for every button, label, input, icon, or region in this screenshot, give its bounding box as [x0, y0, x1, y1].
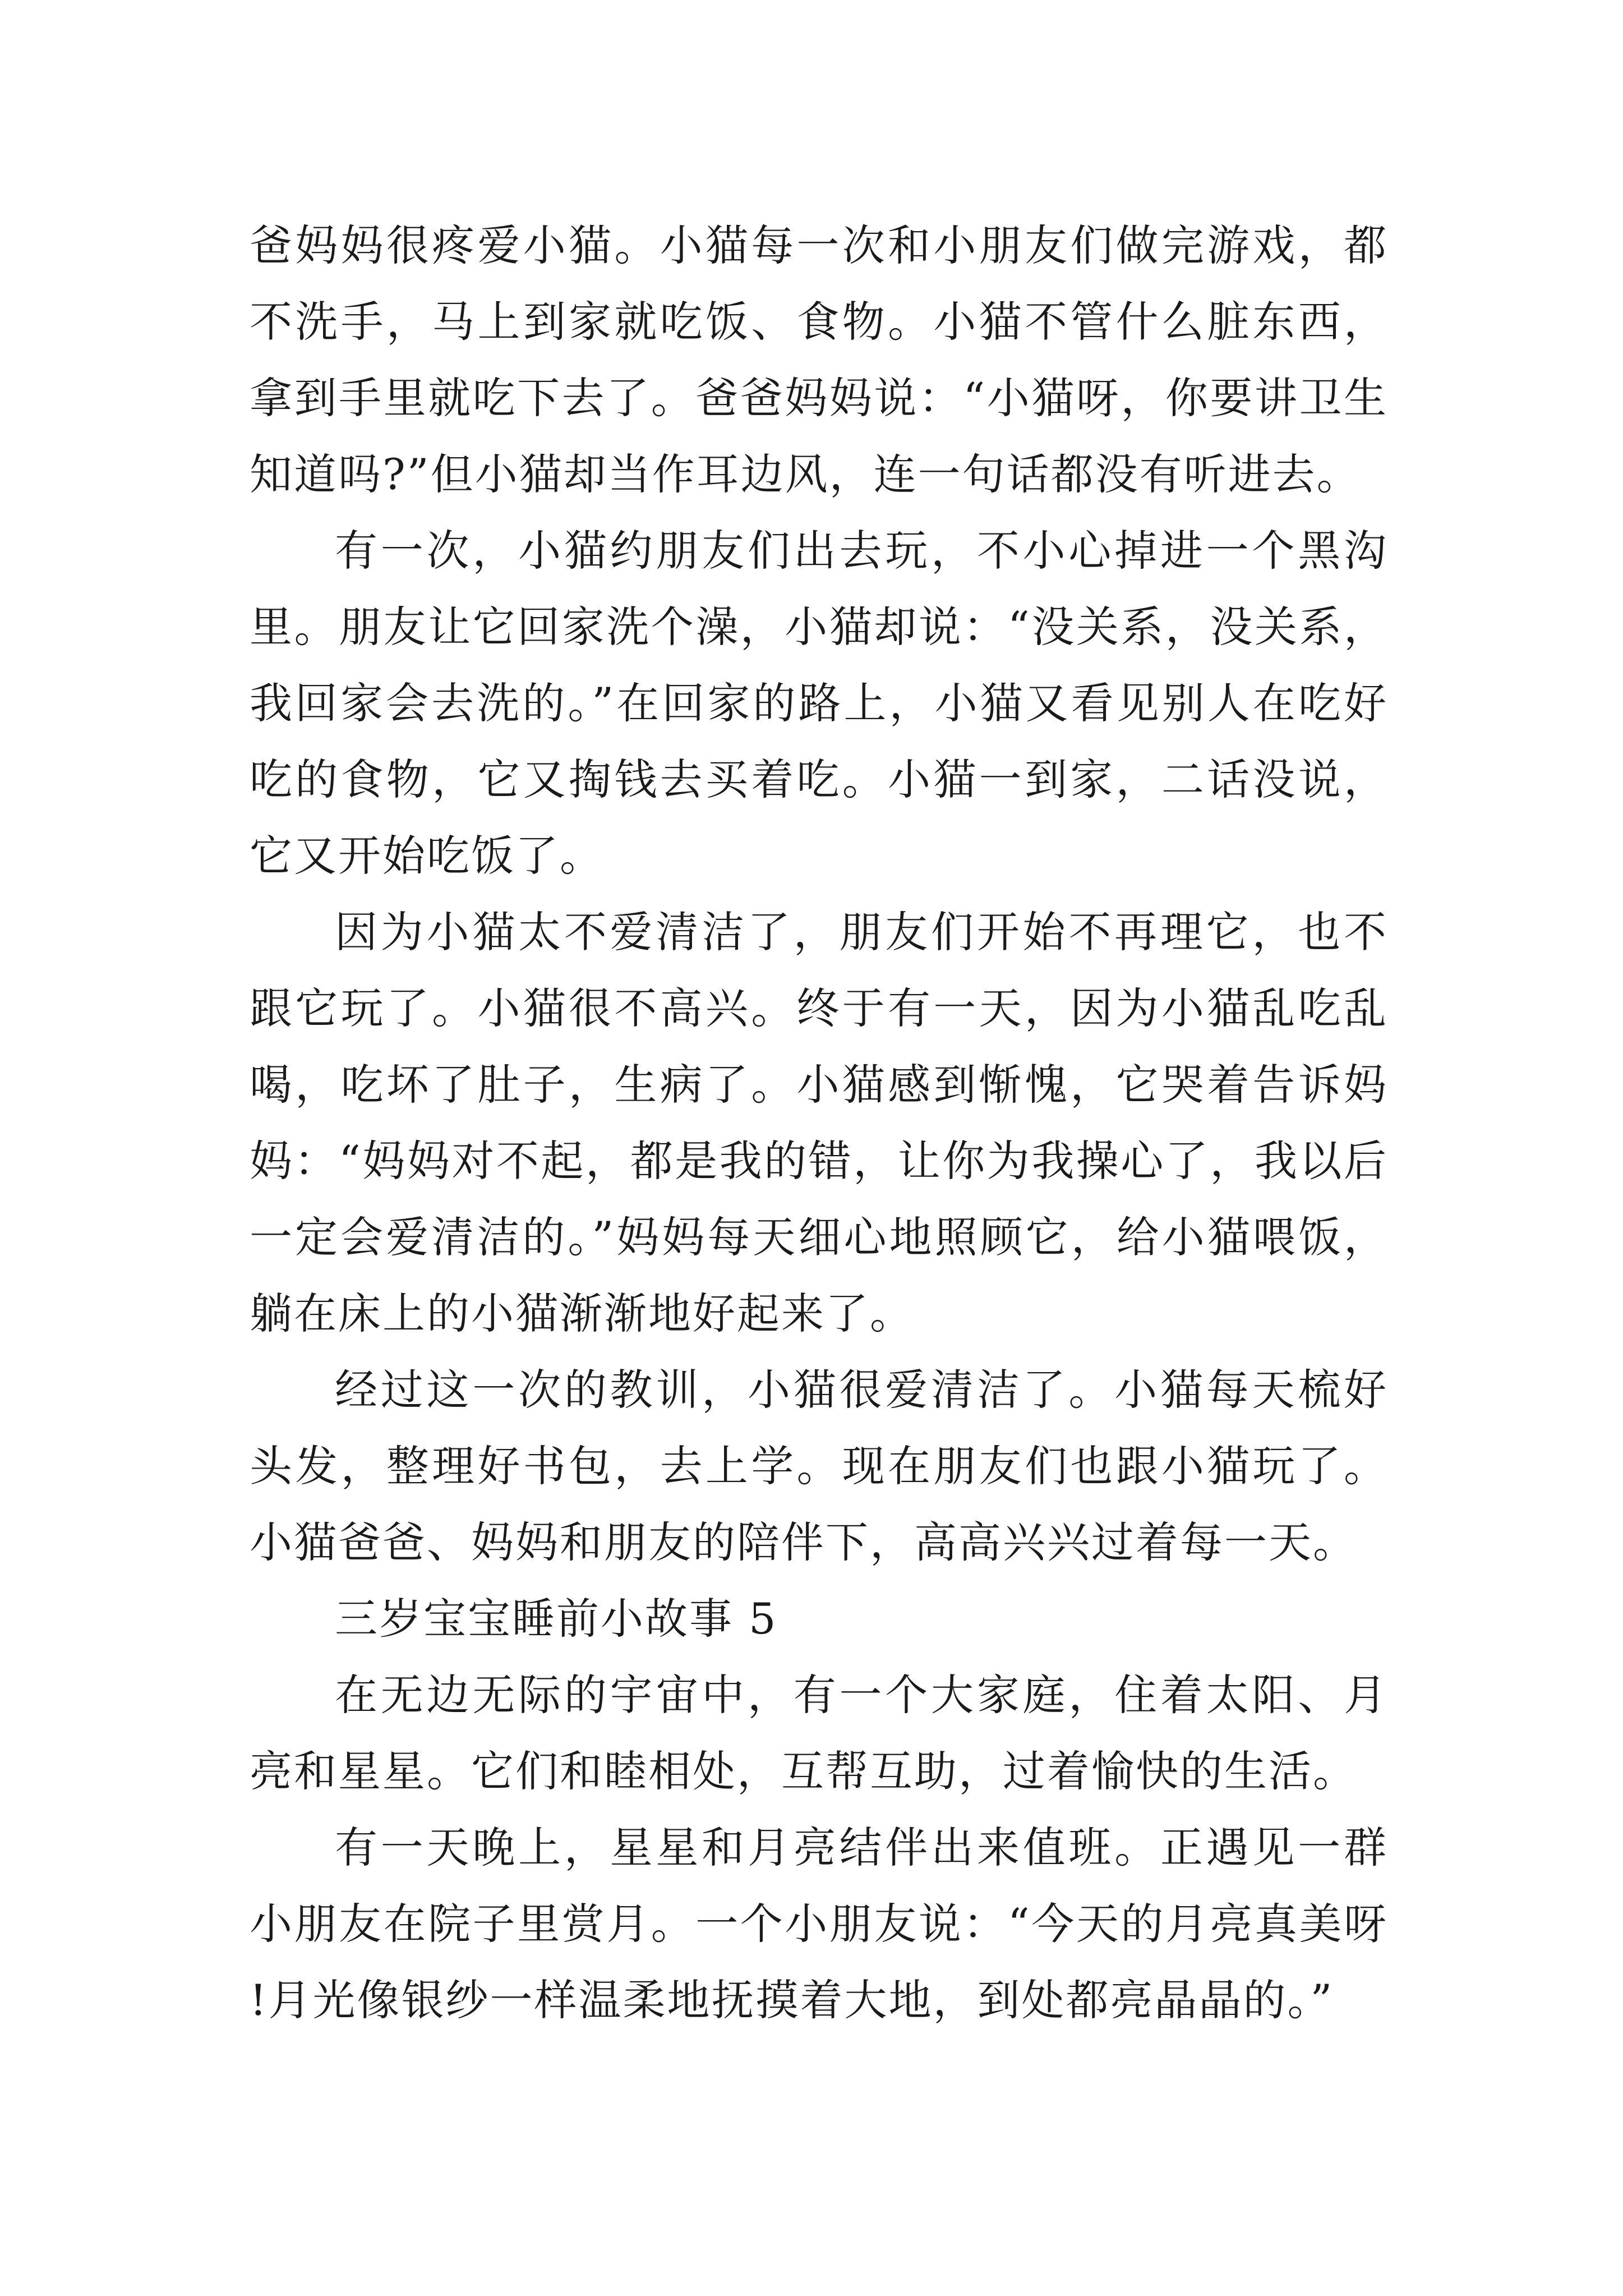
- paragraph: 爸妈妈很疼爱小猫。小猫每一次和小朋友们做完游戏，都不洗手，马上到家就吃饭、食物。小猫不管什么脏东西，拿到手里就吃下去了。爸爸妈妈说：“小猫呀，你要讲卫生知道吗?”但小猫却当作耳边风，连一句话都没有听进去。: [250, 220, 1388, 499]
- section-heading: 三岁宝宝睡前小故事 5: [335, 1594, 778, 1644]
- paragraph: 因为小猫太不爱清洁了，朋友们开始不再理它，也不跟它玩了。小猫很不高兴。终于有一天，因为小猫乱吃乱喝，吃坏了肚子，生病了。小猫感到惭愧，它哭着告诉妈妈：“妈妈对不起，都是我的错，让你为我操心了，我以后一定会爱清洁的。”妈妈每天细心地照顾它，给小猫喂饭，躺在床上的小猫渐渐地好起来了。: [250, 907, 1388, 1338]
- paragraph: 有一天晚上，星星和月亮结伴出来值班。正遇见一群小朋友在院子里赏月。一个小朋友说：“今天的月亮真美呀!月光像银纱一样温柔地抚摸着大地，到处都亮晶晶的。”: [250, 1823, 1388, 2025]
- document-body: [250, 208, 1388, 2039]
- paragraph: 有一次，小猫约朋友们出去玩，不小心掉进一个黑沟里。朋友让它回家洗个澡，小猫却说：“没关系，没关系，我回家会去洗的。”在回家的路上，小猫又看见别人在吃好吃的食物，它又掏钱去买着吃。小猫一到家，二话没说，它又开始吃饭了。: [250, 526, 1388, 881]
- paragraph: 经过这一次的教训，小猫很爱清洁了。小猫每天梳好头发，整理好书包，去上学。现在朋友们也跟小猫玩了。小猫爸爸、妈妈和朋友的陪伴下，高高兴兴过着每一天。: [250, 1365, 1388, 1567]
- paragraph: 在无边无际的宇宙中，有一个大家庭，住着太阳、月亮和星星。它们和睦相处，互帮互助，过着愉快的生活。: [250, 1670, 1388, 1796]
